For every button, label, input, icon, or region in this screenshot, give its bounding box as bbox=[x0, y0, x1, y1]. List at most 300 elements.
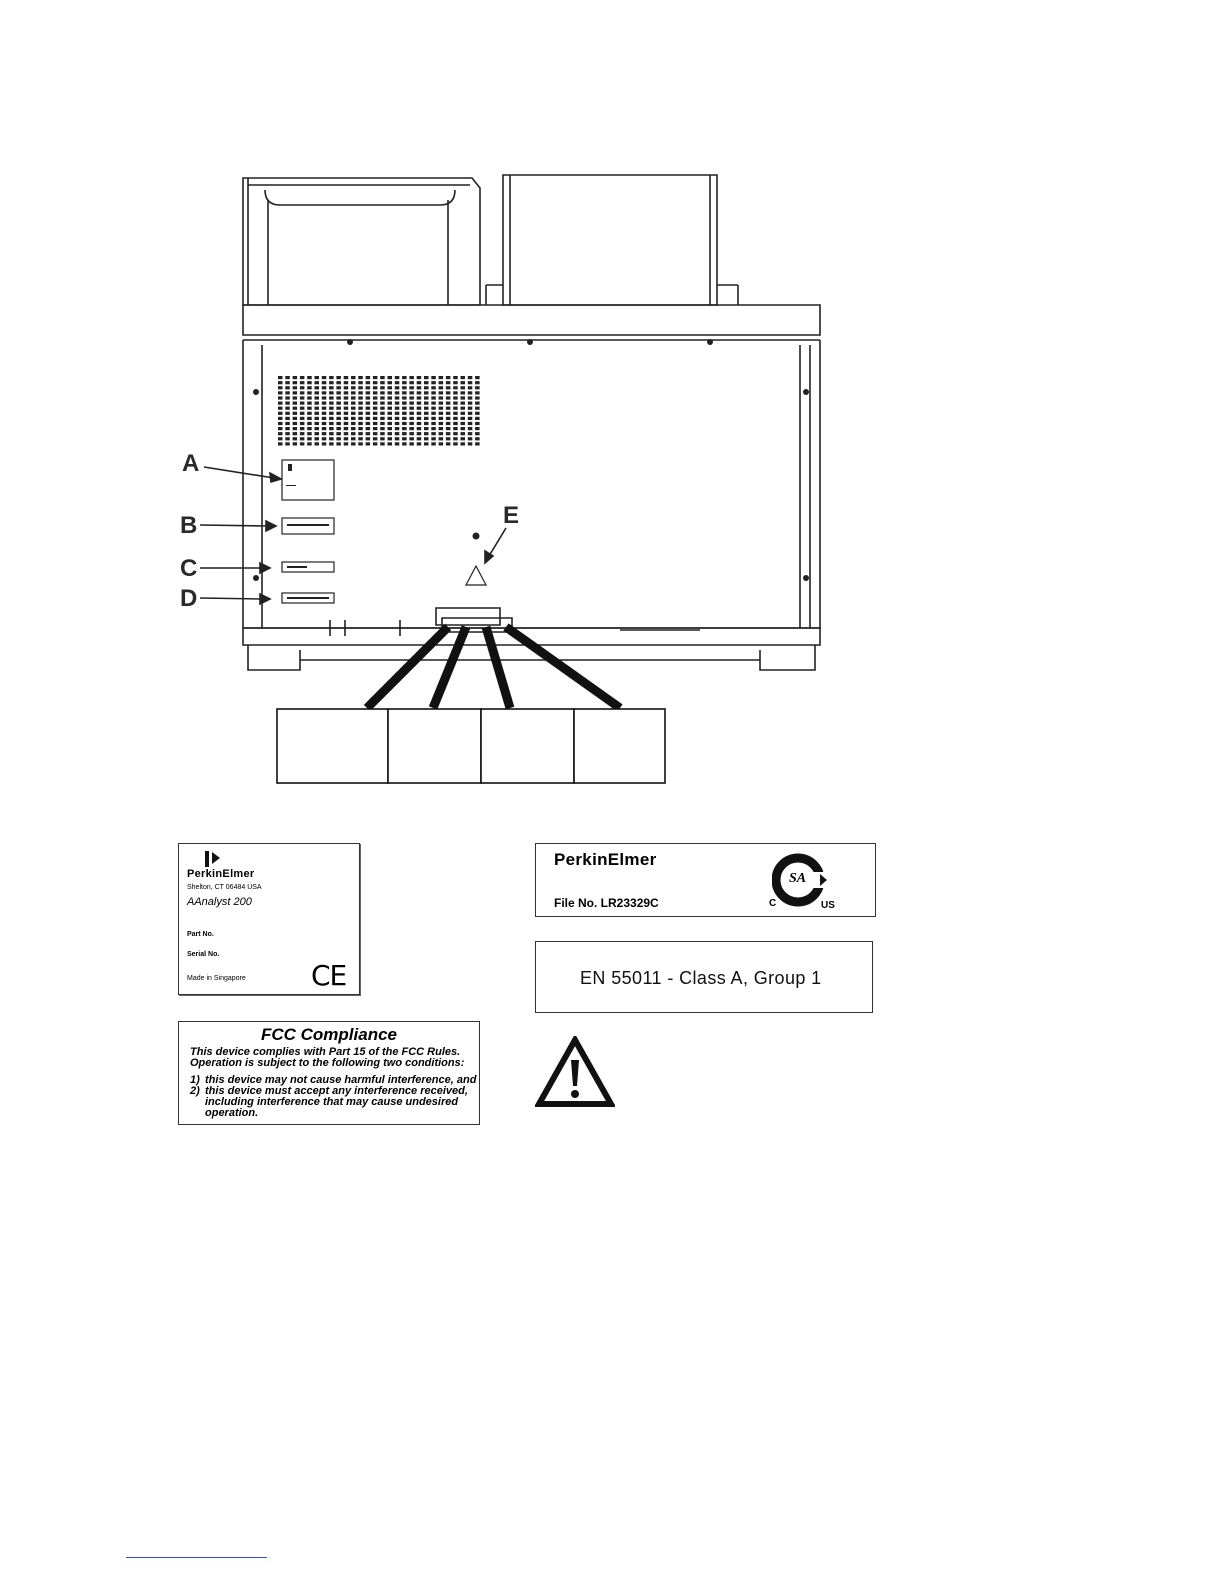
vent-hole bbox=[336, 396, 341, 399]
vent-hole bbox=[468, 376, 473, 379]
vent-hole bbox=[351, 402, 356, 405]
vent-hole bbox=[446, 396, 451, 399]
vent-hole bbox=[344, 422, 349, 425]
vent-hole bbox=[475, 402, 480, 405]
callout-c: C bbox=[180, 555, 198, 582]
vent-hole bbox=[336, 391, 341, 394]
vent-hole bbox=[409, 437, 414, 440]
vent-hole bbox=[351, 417, 356, 420]
vent-hole bbox=[344, 402, 349, 405]
vent-hole bbox=[461, 407, 466, 410]
vent-hole bbox=[446, 381, 451, 384]
vent-hole bbox=[417, 386, 422, 389]
vent-hole bbox=[409, 412, 414, 415]
vent-hole bbox=[322, 381, 327, 384]
vent-hole bbox=[285, 391, 290, 394]
vent-hole bbox=[402, 402, 407, 405]
vent-hole bbox=[336, 422, 341, 425]
vent-hole bbox=[358, 412, 363, 415]
vent-hole bbox=[366, 386, 371, 389]
footer-rule bbox=[126, 1557, 267, 1558]
vent-hole bbox=[322, 437, 327, 440]
vent-hole bbox=[395, 396, 400, 399]
vent-hole bbox=[446, 422, 451, 425]
vent-hole bbox=[278, 427, 283, 430]
vent-hole bbox=[439, 376, 444, 379]
vent-hole bbox=[475, 417, 480, 420]
vent-hole bbox=[409, 402, 414, 405]
vent-hole bbox=[475, 391, 480, 394]
vent-hole bbox=[278, 402, 283, 405]
vent-hole bbox=[358, 386, 363, 389]
plate-brand: PerkinElmer bbox=[187, 868, 255, 880]
vent-hole bbox=[344, 381, 349, 384]
vent-hole bbox=[285, 427, 290, 430]
fcc-item-1: this device may not cause harmful interference, and bbox=[205, 1074, 477, 1086]
vent-hole bbox=[315, 391, 320, 394]
vent-hole bbox=[322, 386, 327, 389]
csa-label bbox=[535, 843, 876, 917]
vent-hole bbox=[409, 422, 414, 425]
vent-hole bbox=[380, 402, 385, 405]
vent-hole bbox=[417, 427, 422, 430]
en55011-label bbox=[535, 941, 873, 1013]
vent-hole bbox=[322, 407, 327, 410]
vent-hole bbox=[351, 427, 356, 430]
vent-hole bbox=[380, 396, 385, 399]
vent-hole bbox=[388, 391, 393, 394]
perkinelmer-logo-icon bbox=[203, 849, 229, 869]
vent-hole bbox=[315, 432, 320, 435]
vent-hole bbox=[278, 381, 283, 384]
vent-hole bbox=[439, 422, 444, 425]
vent-hole bbox=[336, 412, 341, 415]
vent-hole bbox=[431, 422, 436, 425]
vent-hole bbox=[329, 412, 334, 415]
vent-hole bbox=[468, 391, 473, 394]
fcc-item-2a: this device must accept any interference received, bbox=[205, 1085, 468, 1097]
vent-hole bbox=[351, 391, 356, 394]
id-plate-label bbox=[178, 843, 360, 995]
vent-hole bbox=[424, 442, 429, 445]
vent-hole bbox=[315, 427, 320, 430]
vent-hole bbox=[424, 381, 429, 384]
vent-hole bbox=[285, 442, 290, 445]
vent-hole bbox=[300, 386, 305, 389]
vent-hole bbox=[300, 412, 305, 415]
vent-hole bbox=[358, 432, 363, 435]
vent-hole bbox=[439, 381, 444, 384]
vent-hole bbox=[417, 442, 422, 445]
vent-hole bbox=[417, 432, 422, 435]
vent-hole bbox=[461, 442, 466, 445]
vent-hole bbox=[315, 396, 320, 399]
vent-hole bbox=[424, 432, 429, 435]
vent-hole bbox=[468, 437, 473, 440]
vent-hole bbox=[373, 381, 378, 384]
vent-hole bbox=[468, 407, 473, 410]
vent-hole bbox=[395, 391, 400, 394]
vent-hole bbox=[336, 417, 341, 420]
vent-hole bbox=[366, 427, 371, 430]
vent-hole bbox=[300, 376, 305, 379]
vent-hole bbox=[417, 437, 422, 440]
vent-hole bbox=[285, 412, 290, 415]
vent-hole bbox=[388, 432, 393, 435]
vent-hole bbox=[344, 442, 349, 445]
vent-hole bbox=[344, 407, 349, 410]
vent-hole bbox=[351, 442, 356, 445]
vent-hole bbox=[293, 432, 298, 435]
vent-hole bbox=[424, 376, 429, 379]
vent-hole bbox=[424, 417, 429, 420]
vent-hole bbox=[475, 422, 480, 425]
vent-hole bbox=[307, 376, 312, 379]
vent-hole bbox=[300, 402, 305, 405]
vent-hole bbox=[336, 402, 341, 405]
vent-hole bbox=[329, 442, 334, 445]
vent-hole bbox=[329, 381, 334, 384]
vent-hole bbox=[446, 432, 451, 435]
vent-hole bbox=[468, 432, 473, 435]
vent-hole bbox=[307, 412, 312, 415]
vent-hole bbox=[431, 376, 436, 379]
vent-hole bbox=[293, 386, 298, 389]
vent-hole bbox=[439, 402, 444, 405]
plate-serial-no: Serial No. bbox=[187, 951, 220, 958]
vent-hole bbox=[402, 412, 407, 415]
vent-hole bbox=[409, 391, 414, 394]
vent-hole bbox=[329, 407, 334, 410]
vent-hole bbox=[380, 381, 385, 384]
vent-hole bbox=[307, 391, 312, 394]
csa-certification-icon bbox=[769, 852, 842, 912]
vent-hole bbox=[461, 381, 466, 384]
vent-hole bbox=[358, 442, 363, 445]
vent-hole bbox=[461, 427, 466, 430]
vent-hole bbox=[431, 391, 436, 394]
vent-hole bbox=[453, 396, 458, 399]
fcc-line-2: Operation is subject to the following two conditions: bbox=[190, 1057, 465, 1069]
vent-hole bbox=[453, 381, 458, 384]
vent-hole bbox=[315, 386, 320, 389]
vent-hole bbox=[329, 432, 334, 435]
vent-hole bbox=[431, 432, 436, 435]
vent-hole bbox=[446, 402, 451, 405]
callout-e: E bbox=[503, 502, 520, 529]
vent-hole bbox=[439, 432, 444, 435]
vent-hole bbox=[417, 381, 422, 384]
vent-hole bbox=[373, 391, 378, 394]
vent-hole bbox=[402, 442, 407, 445]
vent-hole bbox=[402, 422, 407, 425]
csa-us-text: US bbox=[821, 900, 835, 911]
plate-model: AAnalyst 200 bbox=[187, 896, 252, 908]
vent-hole bbox=[431, 442, 436, 445]
vent-hole bbox=[285, 437, 290, 440]
vent-hole bbox=[461, 437, 466, 440]
vent-hole bbox=[439, 442, 444, 445]
vent-hole bbox=[329, 386, 334, 389]
vent-hole bbox=[461, 391, 466, 394]
vent-hole bbox=[307, 381, 312, 384]
vent-hole bbox=[358, 427, 363, 430]
vent-hole bbox=[380, 376, 385, 379]
csa-file-no: File No. LR23329C bbox=[554, 896, 659, 910]
vent-hole bbox=[300, 417, 305, 420]
vent-hole bbox=[446, 391, 451, 394]
vent-hole bbox=[329, 396, 334, 399]
vent-hole bbox=[278, 422, 283, 425]
vent-hole bbox=[402, 376, 407, 379]
vent-hole bbox=[278, 407, 283, 410]
vent-hole bbox=[329, 437, 334, 440]
vent-hole bbox=[278, 376, 283, 379]
vent-hole bbox=[285, 376, 290, 379]
vent-hole bbox=[446, 407, 451, 410]
vent-hole bbox=[315, 417, 320, 420]
vent-hole bbox=[402, 386, 407, 389]
vent-hole bbox=[424, 407, 429, 410]
vent-hole bbox=[366, 422, 371, 425]
vent-hole bbox=[424, 396, 429, 399]
vent-hole bbox=[336, 407, 341, 410]
vent-hole bbox=[446, 386, 451, 389]
fcc-item-2-num: 2) bbox=[190, 1085, 200, 1097]
vent-hole bbox=[461, 412, 466, 415]
vent-hole bbox=[322, 412, 327, 415]
vent-hole bbox=[322, 432, 327, 435]
vent-hole bbox=[402, 417, 407, 420]
vent-hole bbox=[388, 386, 393, 389]
vent-hole bbox=[409, 381, 414, 384]
vent-hole bbox=[293, 412, 298, 415]
vent-hole bbox=[351, 376, 356, 379]
vent-hole bbox=[380, 407, 385, 410]
vent-hole bbox=[409, 386, 414, 389]
vent-hole bbox=[329, 417, 334, 420]
vent-hole bbox=[322, 391, 327, 394]
vent-hole bbox=[358, 391, 363, 394]
vent-hole bbox=[315, 407, 320, 410]
vent-hole bbox=[380, 412, 385, 415]
vent-hole bbox=[475, 412, 480, 415]
vent-hole bbox=[380, 432, 385, 435]
csa-brand: PerkinElmer bbox=[554, 850, 657, 869]
vent-hole bbox=[373, 412, 378, 415]
vent-hole bbox=[402, 437, 407, 440]
vent-hole bbox=[417, 412, 422, 415]
vent-hole bbox=[461, 417, 466, 420]
vent-hole bbox=[344, 412, 349, 415]
vent-hole bbox=[285, 432, 290, 435]
vent-hole bbox=[453, 432, 458, 435]
vent-hole bbox=[366, 407, 371, 410]
vent-hole bbox=[278, 442, 283, 445]
vent-hole bbox=[402, 407, 407, 410]
vent-hole bbox=[461, 422, 466, 425]
vent-hole bbox=[293, 391, 298, 394]
vent-hole bbox=[395, 417, 400, 420]
vent-hole bbox=[344, 386, 349, 389]
vent-hole bbox=[388, 422, 393, 425]
plate-address: Shelton, CT 06484 USA bbox=[187, 884, 262, 891]
vent-hole bbox=[439, 396, 444, 399]
vent-hole bbox=[431, 396, 436, 399]
vent-hole bbox=[293, 381, 298, 384]
vent-hole bbox=[453, 442, 458, 445]
vent-hole bbox=[293, 427, 298, 430]
fcc-compliance-label bbox=[178, 1021, 480, 1125]
vent-hole bbox=[373, 407, 378, 410]
vent-hole bbox=[388, 417, 393, 420]
vent-hole bbox=[344, 427, 349, 430]
vent-hole bbox=[424, 391, 429, 394]
vent-hole bbox=[424, 427, 429, 430]
vent-hole bbox=[409, 376, 414, 379]
vent-hole bbox=[293, 442, 298, 445]
vent-hole bbox=[351, 396, 356, 399]
vent-hole bbox=[329, 391, 334, 394]
vent-hole bbox=[322, 376, 327, 379]
vent-hole bbox=[293, 417, 298, 420]
vent-hole bbox=[351, 437, 356, 440]
vent-hole bbox=[468, 417, 473, 420]
vent-hole bbox=[278, 396, 283, 399]
vent-hole bbox=[358, 422, 363, 425]
vent-hole bbox=[431, 437, 436, 440]
vent-hole bbox=[468, 402, 473, 405]
vent-hole bbox=[453, 402, 458, 405]
vent-hole bbox=[315, 412, 320, 415]
vent-hole bbox=[475, 376, 480, 379]
vent-hole bbox=[329, 422, 334, 425]
vent-hole bbox=[336, 381, 341, 384]
vent-hole bbox=[388, 427, 393, 430]
vent-hole bbox=[285, 402, 290, 405]
vent-hole bbox=[424, 412, 429, 415]
vent-hole bbox=[380, 442, 385, 445]
vent-hole bbox=[322, 417, 327, 420]
vent-hole bbox=[439, 407, 444, 410]
vent-hole bbox=[366, 391, 371, 394]
vent-hole bbox=[285, 407, 290, 410]
vent-hole bbox=[431, 402, 436, 405]
vent-hole bbox=[351, 381, 356, 384]
vent-hole bbox=[431, 427, 436, 430]
vent-hole bbox=[417, 407, 422, 410]
vent-hole bbox=[336, 437, 341, 440]
vent-hole bbox=[300, 407, 305, 410]
vent-hole bbox=[358, 402, 363, 405]
vent-hole bbox=[409, 407, 414, 410]
vent-hole bbox=[300, 422, 305, 425]
vent-hole bbox=[453, 412, 458, 415]
vent-hole bbox=[278, 412, 283, 415]
vent-hole bbox=[307, 432, 312, 435]
vent-hole bbox=[388, 437, 393, 440]
vent-hole bbox=[307, 402, 312, 405]
vent-hole bbox=[366, 381, 371, 384]
vent-hole bbox=[336, 432, 341, 435]
vent-hole bbox=[278, 386, 283, 389]
plate-made-in: Made in Singapore bbox=[187, 975, 246, 982]
vent-hole bbox=[278, 432, 283, 435]
vent-hole bbox=[278, 437, 283, 440]
vent-hole bbox=[402, 432, 407, 435]
vent-hole bbox=[446, 412, 451, 415]
vent-hole bbox=[366, 417, 371, 420]
vent-hole bbox=[468, 422, 473, 425]
vent-hole bbox=[285, 381, 290, 384]
vent-hole bbox=[461, 376, 466, 379]
vent-hole bbox=[329, 376, 334, 379]
vent-hole bbox=[388, 412, 393, 415]
vent-hole bbox=[446, 442, 451, 445]
vent-hole bbox=[453, 437, 458, 440]
vent-hole bbox=[468, 386, 473, 389]
vent-hole bbox=[329, 402, 334, 405]
vent-hole bbox=[373, 386, 378, 389]
vent-hole bbox=[351, 432, 356, 435]
vent-hole bbox=[395, 432, 400, 435]
vent-hole bbox=[446, 427, 451, 430]
vent-hole bbox=[358, 376, 363, 379]
vent-hole bbox=[453, 427, 458, 430]
vent-hole bbox=[366, 442, 371, 445]
vent-hole bbox=[475, 386, 480, 389]
vent-hole bbox=[373, 376, 378, 379]
vent-hole bbox=[461, 432, 466, 435]
vent-hole bbox=[461, 396, 466, 399]
vent-hole bbox=[307, 407, 312, 410]
vent-hole bbox=[285, 386, 290, 389]
vent-hole bbox=[475, 396, 480, 399]
vent-hole bbox=[373, 422, 378, 425]
vent-hole bbox=[417, 376, 422, 379]
vent-hole bbox=[322, 396, 327, 399]
vent-hole bbox=[395, 407, 400, 410]
vent-hole bbox=[315, 442, 320, 445]
vent-hole bbox=[475, 407, 480, 410]
vent-hole bbox=[366, 412, 371, 415]
vent-hole bbox=[388, 396, 393, 399]
vent-hole bbox=[336, 376, 341, 379]
vent-hole bbox=[417, 402, 422, 405]
vent-hole bbox=[344, 391, 349, 394]
vent-hole bbox=[300, 391, 305, 394]
vent-hole bbox=[336, 427, 341, 430]
vent-hole bbox=[366, 396, 371, 399]
fcc-line-1: This device complies with Part 15 of the FCC Rules. bbox=[190, 1046, 461, 1058]
vent-hole bbox=[373, 402, 378, 405]
vent-hole bbox=[395, 412, 400, 415]
vent-hole bbox=[439, 412, 444, 415]
vent-hole bbox=[453, 376, 458, 379]
vent-hole bbox=[300, 442, 305, 445]
vent-hole bbox=[417, 417, 422, 420]
vent-hole bbox=[300, 427, 305, 430]
vent-hole bbox=[475, 437, 480, 440]
fcc-item-1-num: 1) bbox=[190, 1074, 200, 1086]
vent-hole bbox=[431, 412, 436, 415]
vent-hole bbox=[300, 381, 305, 384]
vent-hole bbox=[358, 417, 363, 420]
vent-hole bbox=[395, 442, 400, 445]
vent-hole bbox=[409, 442, 414, 445]
vent-hole bbox=[380, 386, 385, 389]
vent-hole bbox=[395, 402, 400, 405]
